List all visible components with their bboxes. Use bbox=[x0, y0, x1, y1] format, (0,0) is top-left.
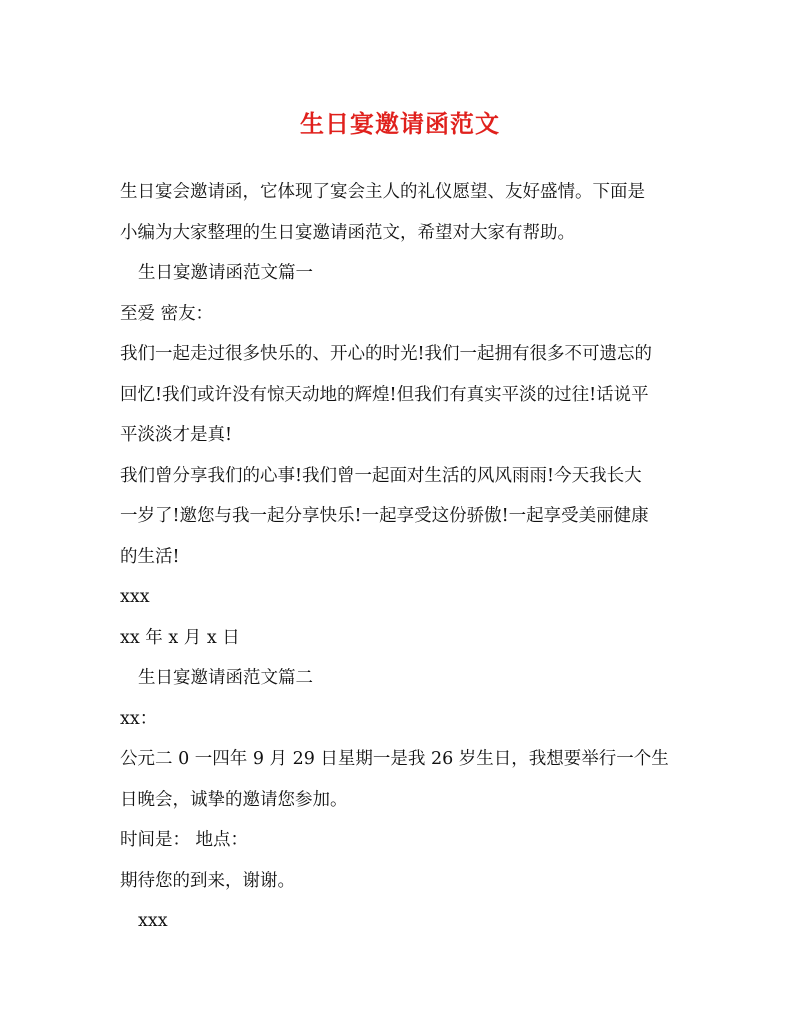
letter2-line-1: 公元二 0 一四年 9 月 29 日星期一是我 26 岁生日，我想要举行一个生 bbox=[120, 749, 669, 769]
intro-line-2: 小编为大家整理的生日宴邀请函范文，希望对大家有帮助。 bbox=[120, 222, 575, 243]
salutation-2: xx： bbox=[120, 708, 158, 729]
intro-line-1: 生日宴会邀请函，它体现了宴会主人的礼仪愿望、友好盛情。下面是 bbox=[120, 182, 645, 202]
signature-1: xxx bbox=[120, 587, 150, 607]
salutation-1: 至爱 密友： bbox=[120, 303, 214, 324]
time-place-line: 时间是： 地点： bbox=[120, 830, 249, 850]
letter2-line-2: 日晚会，诚挚的邀请您参加。 bbox=[120, 789, 348, 810]
letter1-line-2: 回忆!我们或许没有惊天动地的辉煌!但我们有真实平淡的过往!话说平 bbox=[120, 384, 649, 405]
letter1-line-3: 平淡淡才是真! bbox=[120, 425, 233, 445]
closing-line: 期待您的到来，谢谢。 bbox=[120, 870, 295, 891]
letter1-line-4: 我们曾分享我们的心事!我们曾一起面对生活的风风雨雨!今天我长大 bbox=[120, 465, 642, 486]
document-body bbox=[120, 172, 680, 942]
letter1-line-6: 的生活! bbox=[120, 546, 180, 567]
letter1-line-1: 我们一起走过很多快乐的、开心的时光!我们一起拥有很多不可遗忘的 bbox=[120, 344, 653, 364]
date-1: xx 年 x 月 x 日 bbox=[120, 627, 240, 648]
signature-2: xxx bbox=[138, 911, 168, 931]
section-heading-2: 生日宴邀请函范文篇二 bbox=[138, 668, 313, 688]
letter1-line-5: 一岁了!邀您与我一起分享快乐!一起享受这份骄傲!一起享受美丽健康 bbox=[120, 506, 649, 526]
document-title: 生日宴邀请函范文 bbox=[300, 109, 500, 138]
section-heading-1: 生日宴邀请函范文篇一 bbox=[138, 263, 313, 283]
